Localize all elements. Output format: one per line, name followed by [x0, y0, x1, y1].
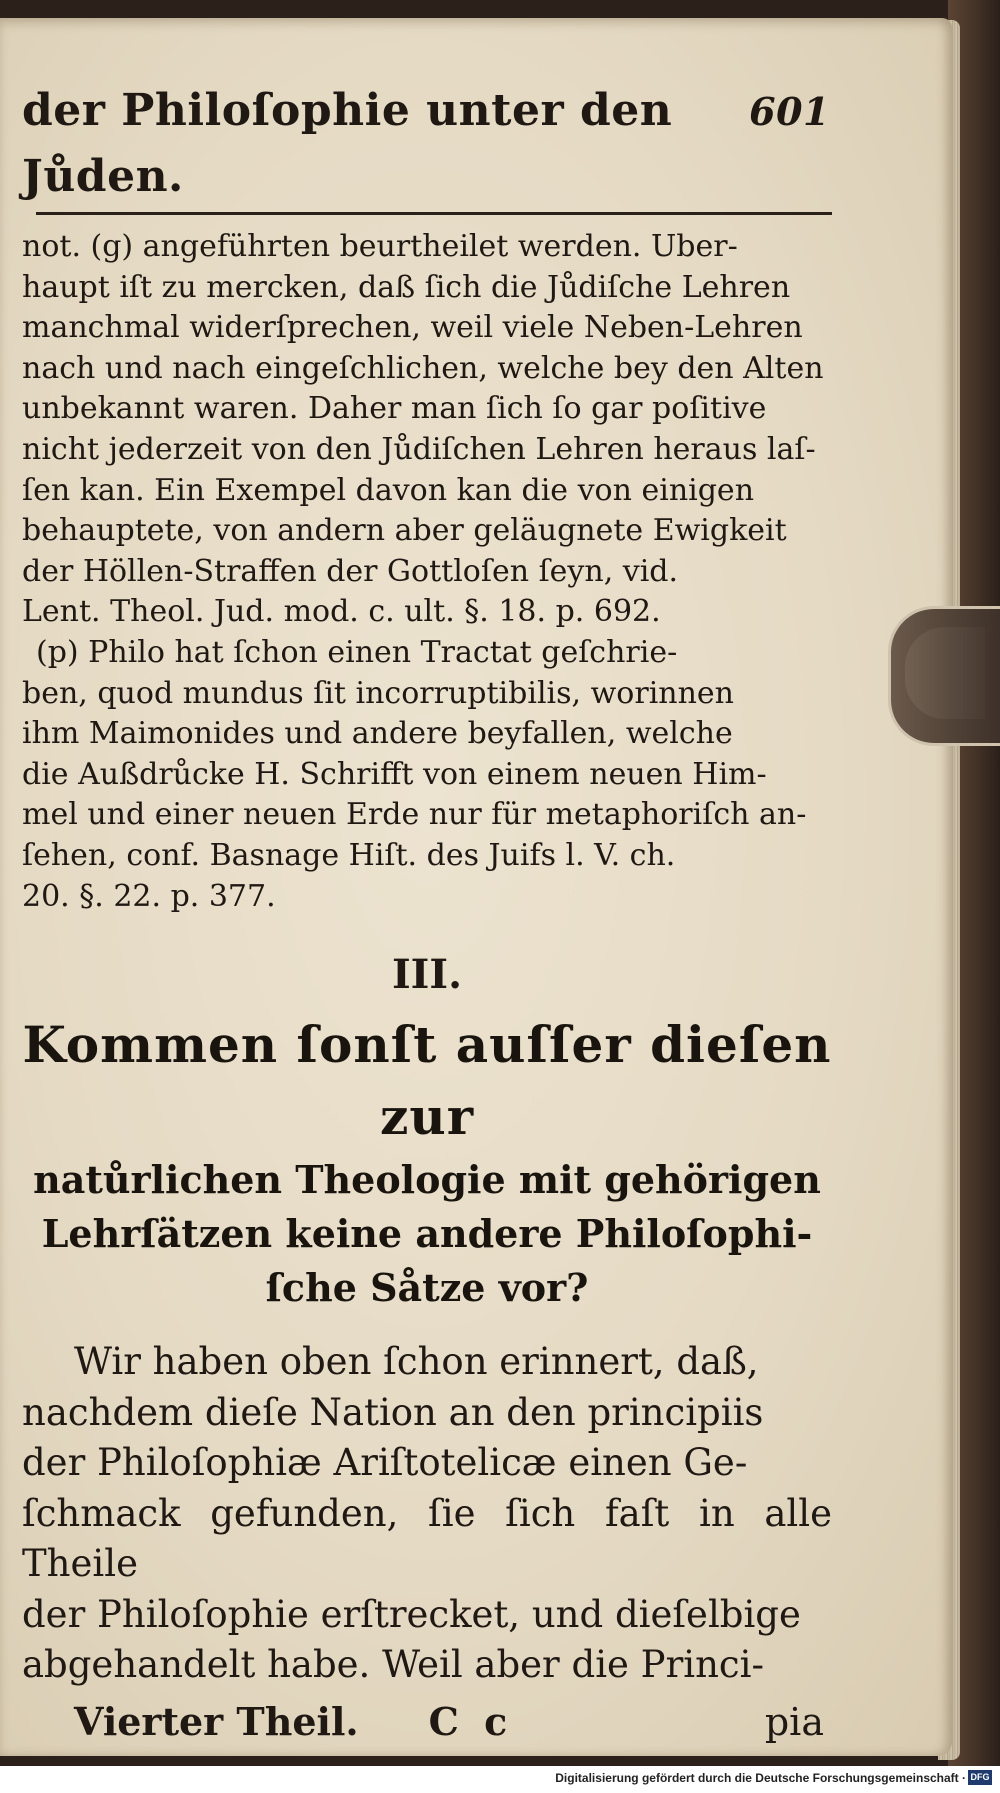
heading-line: ſche Såtze vor?: [265, 1265, 589, 1311]
heading-line: Lehrſätzen keine andere Philoſophi-: [41, 1211, 813, 1257]
heading-line: Kommen ſonſt auſſer dieſen zur: [22, 1015, 832, 1147]
body-line: Wir haben oben ſchon erinnert, daß,: [74, 1340, 759, 1384]
footnote-line: ſen kan. Ein Exempel davon kan die von einigen: [22, 472, 755, 508]
body-line: der Philoſophiæ Ariſtotelicæ einen Ge-: [22, 1441, 748, 1485]
section-number: III.: [391, 951, 463, 999]
footnote-line: nicht jederzeit von den Jůdiſchen Lehren heraus laſ-: [22, 431, 816, 467]
page-text-block: [22, 78, 832, 1749]
running-head: [22, 78, 832, 210]
page-number: 601: [749, 89, 830, 134]
footnote-line: unbekannt waren. Daher man ſich ſo gar poſitive: [22, 391, 767, 427]
body-line: nachdem dieſe Nation an den principiis: [22, 1390, 764, 1434]
dfg-logo: DFG: [968, 1770, 992, 1785]
footnote-p-line: die Außdrůcke H. Schrifft von einem neuen Him-: [22, 756, 767, 792]
footnote-p-line: ſehen, conf. Basnage Hiſt. des Juifs l. V. ch.: [22, 837, 676, 873]
footnote-line: nach und nach eingeſchlichen, welche bey den Alten: [22, 350, 824, 386]
body-line: ſchmack gefunden, ſie ſich faſt in alle Theile: [22, 1491, 832, 1586]
part-label: Vierter Theil.: [74, 1698, 359, 1744]
digitization-credit: Digitalisierung gefördert durch die Deutsche Forschungsgemeinschaft ·: [555, 1771, 966, 1785]
footnote-p-line: (p) Philo hat ſchon einen Tractat geſchrie-: [36, 634, 678, 670]
footnote-p-line: 20. §. 22. p. 377.: [22, 878, 276, 914]
signature-line: [22, 1695, 832, 1749]
footnote-line: manchmal widerſprechen, weil viele Neben-Lehren: [22, 310, 803, 346]
body-line: abgehandelt habe. Weil aber die Princi-: [22, 1643, 764, 1687]
footnote-line: not. (g) angeführten beurtheilet werden. Uber-: [22, 229, 738, 264]
section-heading: [22, 1009, 832, 1315]
body-paragraph: [22, 1337, 832, 1691]
catchword: pia: [764, 1699, 824, 1744]
footnote-line: der Höllen-Straffen der Gottloſen ſeyn, vid.: [22, 553, 679, 589]
footnote-line: haupt iſt zu mercken, daß ſich die Jůdiſche Lehren: [22, 269, 791, 305]
footnotes: [22, 227, 832, 917]
head-rule: [36, 212, 832, 215]
signature-mark: C c: [428, 1698, 514, 1744]
heading-line: natůrlichen Theologie mit gehörigen: [33, 1157, 821, 1203]
body-line: der Philoſophie erſtrecket, und dieſelbige: [22, 1592, 801, 1636]
footnote-p-line: ihm Maimonides und andere beyfallen, welche: [22, 716, 733, 752]
bookmark-clip: [888, 606, 1000, 746]
footnote-line: Lent. Theol. Jud. mod. c. ult. §. 18. p. 692.: [22, 594, 661, 630]
footnote-p-line: ben, quod mundus ſit incorruptibilis, worinnen: [22, 675, 735, 711]
footnote-p-line: mel und einer neuen Erde nur für metaphoriſch an-: [22, 797, 807, 833]
footnote-line: behauptete, von andern aber geläugnete Ewigkeit: [22, 513, 787, 549]
running-head-title: der Philoſophie unter den Jůden.: [22, 85, 673, 202]
book-page: [0, 18, 952, 1756]
